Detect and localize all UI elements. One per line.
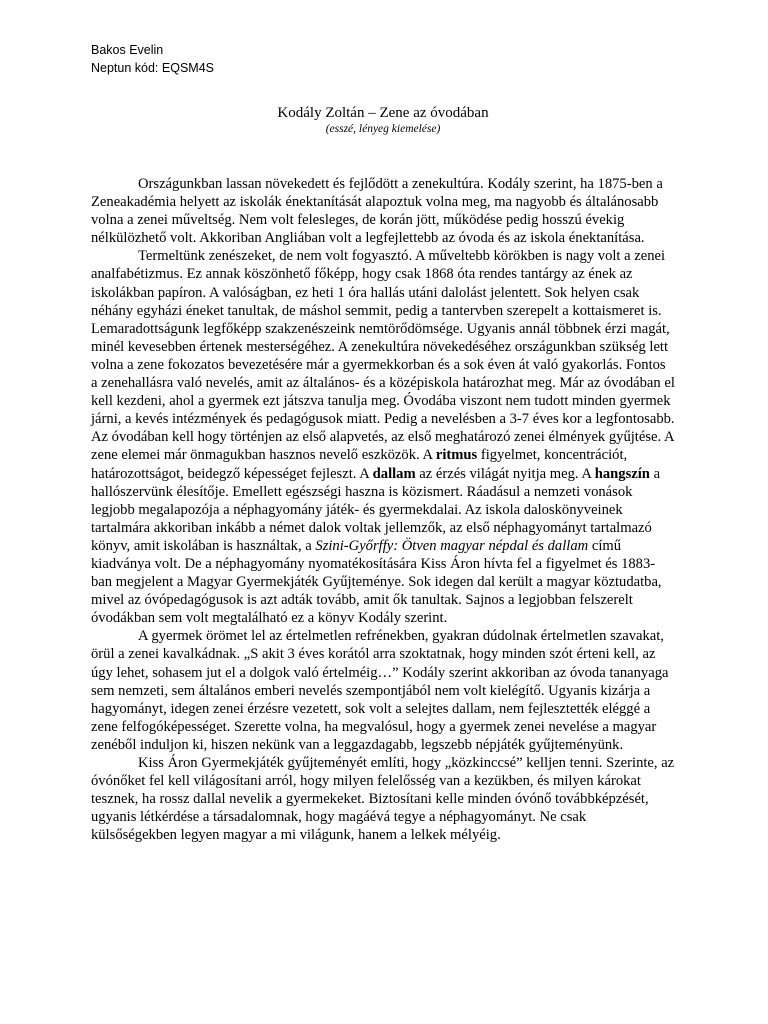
paragraph-2-text-4: a hallószervünk élesítője. Emellett egészségi haszna is közismert. Ráadásul a nemzeti vonások legjobb megalapozója a néphagyomány játék- és gyermekdalai. Az iskola daloskönyveinek tartalmára akkoriban inkább a német dalok voltak jellemzők, az első néphagyományt tartalmazó könyv, amit iskolában is használtak, a: [91, 465, 661, 554]
paragraph-1: Országunkban lassan növekedett és fejlődött a zenekultúra. Kodály szerint, ha 1875-ben a Zeneakadémia helyett az iskolák énektanítását alapoztuk volna meg, ma nagyobb és általánosabb volna a zenei műveltség. Nem volt felesleges, de korán jött, működése pedig hosszú évekig nélkülözhető volt. Akkoriban Angliában volt a legfejlettebb az óvoda és az iskola énektanítása.: [91, 176, 663, 247]
paragraph-4: Kiss Áron Gyermekjáték gyűjteményét említi, hogy „közkinccsé” kelljen tenni. Szerinte, az óvónőket fel kell világosítani arról, hogy milyen felelősség van a kezükben, és milyen károkat tesznek, ha rossz dallal nevelik a gyermekeket. Biztosítani kelle minden óvónő továbbképzését, ugyanis létkérdése a társadalomnak, hogy magáévá tegye a néphagyományt. Ne csak külsőségekben legyen magyar a mi világunk, hanem a lelkek mélyéig.: [91, 755, 675, 844]
title-block: [91, 104, 675, 136]
paragraph-3: A gyermek örömet lel az értelmetlen refrénekben, gyakran dúdolnak értelmetlen szavakat, örül a zenei kavalkádnak. „S akit 3 éves korától arra szoktatnak, hogy minden szót érteni kell, az úgy lehet, sohasem jut el a dolgok való értelméig…” Kodály szerint akkoriban az óvoda tananyaga sem nemzeti, sem általános emberi nevelés szempontjából nem volt kielégítő. Ugyanis kizárja a hagyományt, idegen zenei érzésre vezetett, sok volt a selejtes dallam, nem fejlesztették eléggé a zene felfogóképességet. Szerette volna, ha megvalósul, hogy a gyermek zenei nevelése a magyar zenéből induljon ki, hiszen nekünk van a leggazdagabb, legszebb népjáték gyűjteményünk.: [91, 628, 669, 753]
document-title: Kodály Zoltán – Zene az óvodában: [277, 105, 489, 121]
term-dallam: dallam: [372, 465, 416, 482]
author-name: Bakos Evelin: [91, 43, 164, 57]
neptun-code: Neptun kód: EQSM4S: [91, 61, 214, 75]
paragraph-2-text-3: az érzés világát nyitja meg. A: [415, 465, 595, 482]
author-header: [91, 41, 214, 77]
essay-body: [91, 175, 675, 844]
paragraph-2-text-2: figyelmet, koncentrációt, határozottságot, beidegző képességet fejleszt. A: [91, 447, 628, 482]
term-ritmus: ritmus: [435, 447, 478, 464]
paragraph-2-text-5: című kiadványa volt. De a néphagyomány nyomatékosítására Kiss Áron hívta fel a figyelmet és 1883-ban megjelent a Magyar Gyermekjáték Gyűjteménye. Sok idegen dal került a magyar köztudatba, mivel az óvópedagógusok is azt adták tovább, amit ők tanultak. Sajnos a legjobban felszerelt óvodákban sem volt megtalálható ez a könyv Kodály szerint.: [91, 537, 662, 627]
document-subtitle: (esszé, lényeg kiemelése): [325, 123, 441, 135]
paragraph-2-text-1: Termeltünk zenészeket, de nem volt fogyasztó. A műveltebb körökben is nagy volt a zenei analfabétizmus. Ez annak köszönhető főképp, hogy csak 1868 óta rendes tantárgy az ének az iskolákban papíron. A valóságban, ez heti 1 óra hallás utáni dalolást jelentett. Sok helyen csak néhány egyházi éneket tanultak, de máshol semmit, pedig a tantervben szerepelt a kottaismeret is. Lemaradottságunk legfőképp szakzenészeink nemtörődömsége. Ugyanis annál többnek érzi magát, minél kevesebben értenek mesterségéhez. A zenekultúra növekedéséhez országunkban szükség lett volna a zene fokozatos bevezetésére már a gyermekkorban és a sok éven át való gyakorlás. Fontos a zenehallásra való nevelés, amit az általános- és a középiskola határozhat meg. Már az óvodában el kell kezdeni, ahol a gyermek ezt játszva tanulja meg. Óvodába viszont nem tudott minden gyermek járni, a kevés intézmények és pedagógusok miatt. Pedig a nevelésben a 3-7 éves kor a legfontosabb. Az óvodában kell hogy történjen az első alapvetés, az első meghatározó zenei élmények gyűjtése. A zene elemei már önmagukban hasznos nevelő eszközök. A: [91, 248, 675, 464]
paragraph-2: [91, 247, 675, 627]
term-hangszin: hangszín: [594, 465, 650, 482]
book-title: Szini-Győrffy: Ötven magyar népdal és dallam: [315, 537, 589, 554]
